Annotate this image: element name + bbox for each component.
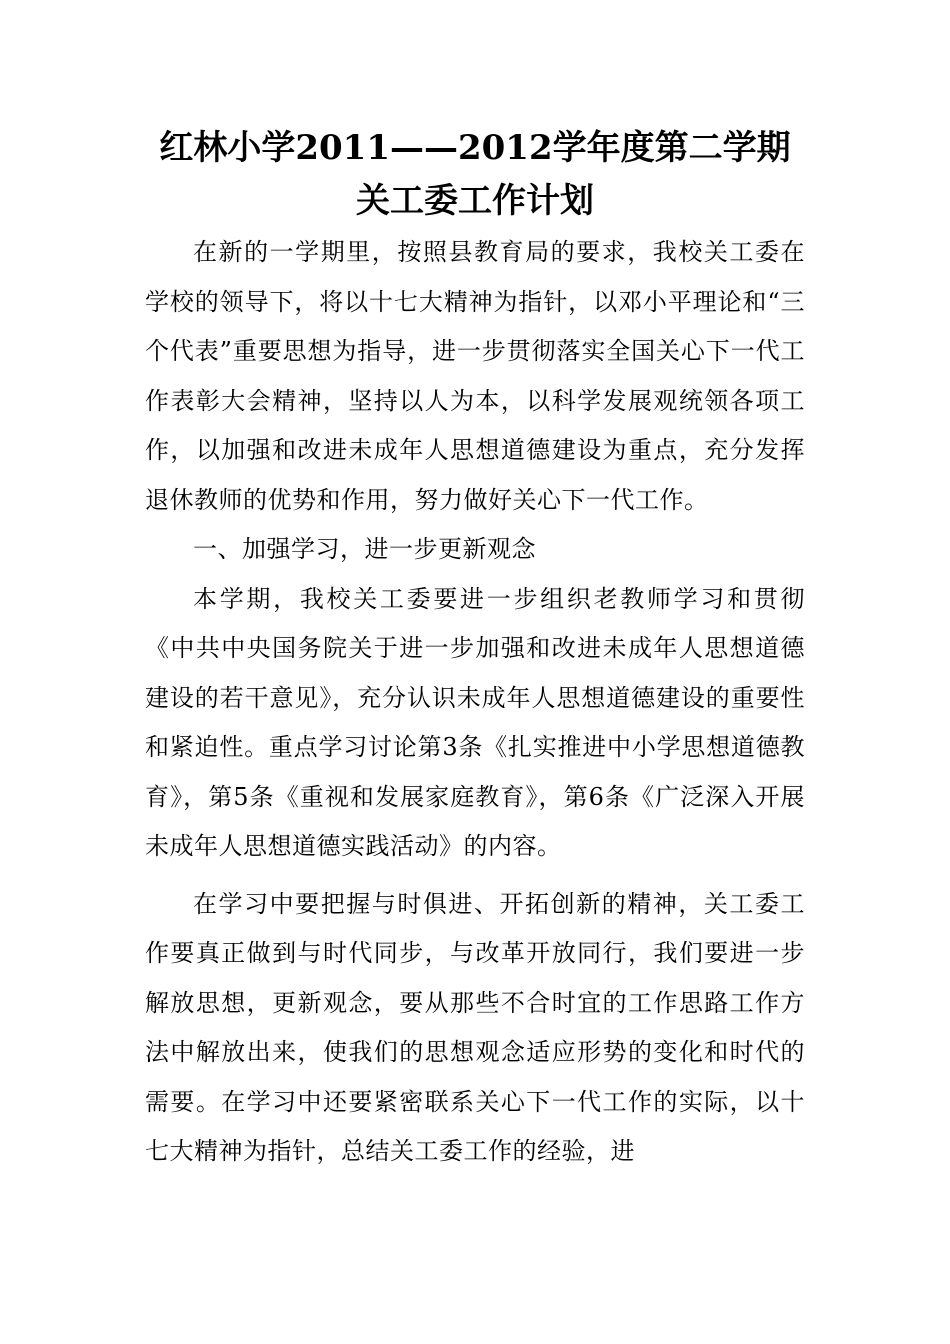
paragraph-spacer bbox=[145, 872, 805, 880]
document-title bbox=[145, 122, 805, 228]
title-line-2: 关工委工作计划 bbox=[356, 181, 594, 221]
concept-paragraph: 在学习中要把握与时俱进、开拓创新的精神，关工委工作要真正做到与时代同步，与改革开放同行，我们要进一步解放思想，更新观念，要从那些不合时宜的工作思路工作方法中解放出来，使我们的思想观念适应形势的变化和时代的需要。在学习中还要紧密联系关心下一代工作的实际，以十七大精神为指针，总结关工委工作的经验，进 bbox=[145, 889, 805, 1165]
title-line-1: 红林小学2011——2012学年度第二学期 bbox=[159, 128, 791, 168]
section-heading-1: 一、加强学习，进一步更新观念 bbox=[193, 535, 536, 563]
document-content bbox=[145, 122, 805, 1177]
study-paragraph: 本学期，我校关工委要进一步组织老教师学习和贯彻《中共中央国务院关于进一步加强和改进未成年人思想道德建设的若干意见》，充分认识未成年人思想道德建设的重要性和紧迫性。重点学习讨论第3条《扎实推进中小学思想道德教育》，第5条《重视和发展家庭教育》，第6条《广泛深入开展未成年人思想道德实践活动》的内容。 bbox=[145, 584, 805, 860]
intro-paragraph: 在新的一学期里，按照县教育局的要求，我校关工委在学校的领导下，将以十七大精神为指针，以邓小平理论和“三个代表”重要思想为指导，进一步贯彻落实全国关心下一代工作表彰大会精神，坚持以人为本，以科学发展观统领各项工作，以加强和改进未成年人思想道德建设为重点，充分发挥退休教师的优势和作用，努力做好关心下一代工作。 bbox=[145, 238, 805, 514]
